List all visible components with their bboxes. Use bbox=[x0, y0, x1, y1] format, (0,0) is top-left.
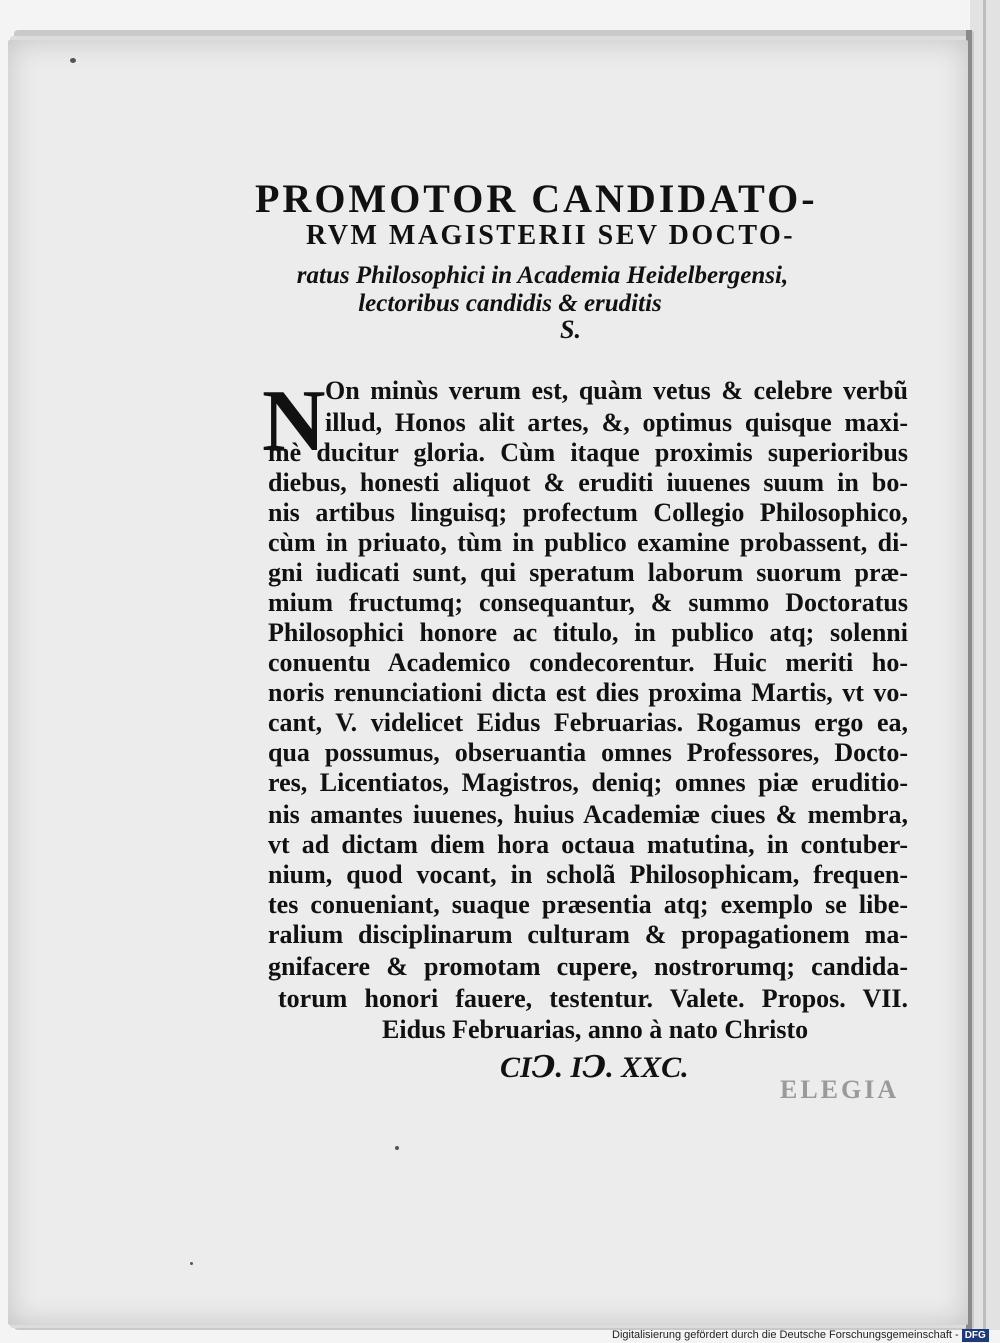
closing-date-line: Eidus Februarias, anno à nato Christo bbox=[382, 1015, 809, 1044]
bleed-through-text: ELEGIA bbox=[780, 1075, 900, 1104]
title-line-4: lectoribus candidis & eruditis bbox=[358, 290, 662, 317]
body-line: noris renunciationi dicta est dies proxima Martis, vt vo- bbox=[268, 678, 908, 707]
body-line: mè ducitur gloria. Cùm itaque proximis superioribus bbox=[268, 438, 908, 467]
title-line-1: PROMOTOR CANDIDATO- bbox=[255, 176, 818, 221]
body-line: Philosophici honore ac titulo, in publico atq; solenni bbox=[268, 618, 908, 647]
body-line: On minùs verum est, quàm vetus & celebre verbũ bbox=[325, 376, 908, 405]
drop-cap: N bbox=[262, 373, 326, 470]
body-line: conuentu Academico condecorentur. Huic meriti ho- bbox=[268, 648, 908, 677]
title-line-2: RVM MAGISTERII SEV DOCTO- bbox=[306, 220, 796, 251]
body-line: res, Licentiatos, Magistros, deniq; omnes piæ eruditio- bbox=[268, 768, 908, 797]
body-line: cùm in priuato, tùm in publico examine probassent, di- bbox=[268, 528, 908, 557]
body-line: nis artibus linguisq; profectum Collegio Philosophico, bbox=[268, 498, 908, 527]
title-line-3: ratus Philosophici in Academia Heidelbergensi, bbox=[296, 262, 789, 289]
body-line: torum honori fauere, testentur. Valete. Propos. VII. bbox=[278, 984, 908, 1013]
closing-year: CIↃ. IↃ. XXC. bbox=[500, 1051, 689, 1084]
body-line: illud, Honos alit artes, &, optimus quisque maxi- bbox=[325, 408, 908, 437]
dfg-logo: DFG bbox=[962, 1329, 989, 1342]
body-line: vt ad dictam diem hora octaua matutina, in contuber- bbox=[268, 830, 908, 859]
footer-credit bbox=[612, 1327, 1000, 1343]
scanner-edge-line bbox=[983, 0, 986, 1330]
footer-text: Digitalisierung gefördert durch die Deutsche Forschungsgemeinschaft - bbox=[612, 1329, 959, 1341]
body-line: nium, quod vocant, in scholã Philosophicam, frequen- bbox=[268, 860, 908, 889]
body-line: cant, V. videlicet Eidus Februarias. Rogamus ergo ea, bbox=[268, 708, 908, 737]
ink-speck bbox=[70, 58, 76, 63]
ink-speck bbox=[190, 1262, 193, 1265]
ink-speck bbox=[395, 1146, 399, 1150]
body-line: qua possumus, obseruantia omnes Professores, Docto- bbox=[268, 738, 908, 767]
body-line: ralium disciplinarum culturam & propagationem ma- bbox=[268, 920, 908, 949]
body-line: gni iudicati sunt, qui speratum laborum suorum præ- bbox=[268, 558, 908, 587]
body-line: nis amantes iuuenes, huius Academiæ ciues & membra, bbox=[268, 800, 908, 829]
body-line: mium fructumq; consequantur, & summo Doctoratus bbox=[268, 588, 908, 617]
body-line: gnifacere & promotam cupere, nostrorumq; candida- bbox=[268, 952, 908, 981]
salutation: S. bbox=[560, 315, 581, 344]
body-line: diebus, honesti aliquot & eruditi iuuenes suum in bo- bbox=[268, 468, 908, 497]
body-line: tes conueniant, suaque præsentia atq; exemplo se libe- bbox=[268, 890, 908, 919]
